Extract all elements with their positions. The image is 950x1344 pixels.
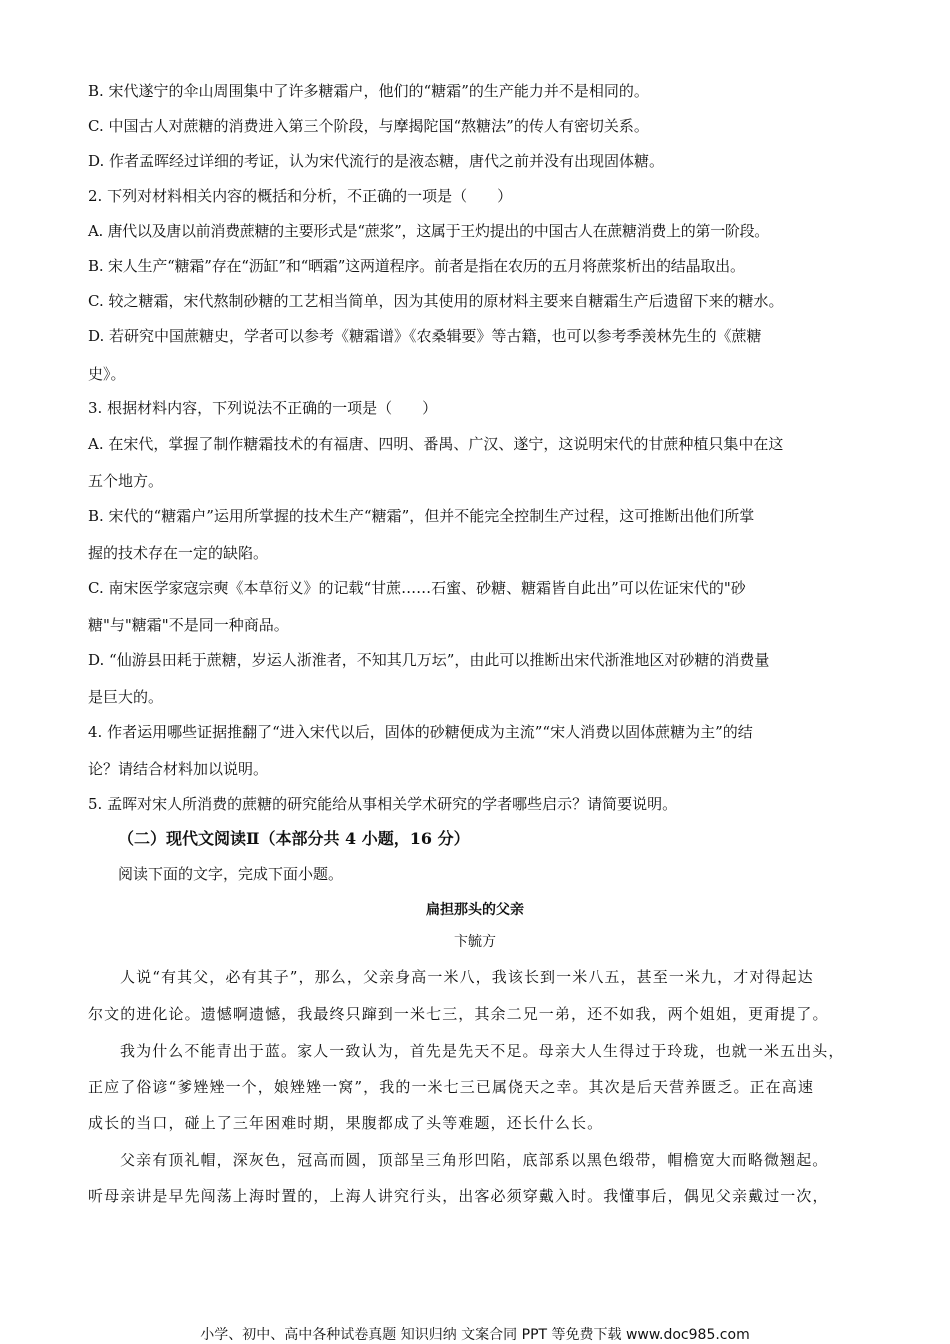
q1-option-d: D. 作者孟晖经过详细的考证，认为宋代流行的是液态糖，唐代之前并没有出现固体糖。 [88, 152, 665, 170]
story-paragraph-line: 成长的当口，碰上了三年困难时期，果腹都成了头等难题，还长什么长。 [88, 1114, 604, 1132]
q3-option-d-cont: 是巨大的。 [88, 688, 164, 706]
story-paragraph-line: 父亲有顶礼帽，深灰色，冠高而圆，顶部呈三角形凹陷，底部系以黑色缎带，帽檐宽大而略微翘起。 [120, 1151, 829, 1169]
q2-option-c: C. 较之糖霜，宋代熬制砂糖的工艺相当简单，因为其使用的原材料主要来自糖霜生产后遗留下来的糖水。 [88, 292, 784, 310]
q2-option-a: A. 唐代以及唐以前消费蔗糖的主要形式是“蔗浆”，这属于王灼提出的中国古人在蔗糖消费上的第一阶段。 [88, 222, 770, 240]
section-heading: （二）现代文阅读Ⅱ（本部分共 4 小题，16 分） [118, 829, 470, 848]
story-title: 扁担那头的父亲 [426, 902, 524, 918]
q3-option-c: C. 南宋医学家寇宗奭《本草衍义》的记载“甘蔗……石蜜、砂糖、糖霜皆自此出”可以佐证宋代的"砂 [88, 579, 746, 597]
q3-option-c-cont: 糖"与"糖霜"不是同一种商品。 [88, 616, 289, 634]
page-footer: 小学、初中、高中各种试卷真题 知识归纳 文案合同 PPT 等免费下载 www.doc985.com [200, 1327, 750, 1343]
section-instruction: 阅读下面的文字，完成下面小题。 [118, 865, 344, 883]
story-author: 卞毓方 [454, 934, 496, 950]
q3-option-a: A. 在宋代，掌握了制作糖霜技术的有福唐、四明、番禺、广汉、遂宁，这说明宋代的甘蔗种植只集中在这 [88, 435, 784, 453]
q2-option-b: B. 宋人生产“糖霜”存在“沥缸”和“晒霜”这两道程序。前者是指在农历的五月将蔗浆析出的结晶取出。 [88, 257, 745, 275]
q3-stem: 3. 根据材料内容，下列说法不正确的一项是（ ） [88, 399, 438, 417]
q4-stem: 4. 作者运用哪些证据推翻了“进入宋代以后，固体的砂糖便成为主流”“宋人消费以固体蔗糖为主”的结 [88, 723, 753, 741]
q2-stem: 2. 下列对材料相关内容的概括和分析，不正确的一项是（ ） [88, 187, 513, 205]
q2-option-d: D. 若研究中国蔗糖史，学者可以参考《糖霜谱》《农桑辑要》等古籍，也可以参考季羡林先生的《蔗糖 [88, 327, 762, 345]
story-paragraph-line: 听母亲讲是早先闯荡上海时置的，上海人讲究行头，出客必须穿戴入时。我懂事后，偶见父亲戴过一次， [88, 1187, 829, 1205]
story-paragraph-line: 尔文的进化论。遗憾啊遗憾，我最终只蹿到一米七三，其余二兄一弟，还不如我，两个姐姐，更甭提了。 [88, 1005, 829, 1023]
q5-stem: 5. 孟晖对宋人所消费的蔗糖的研究能给从事相关学术研究的学者哪些启示？请简要说明。 [88, 795, 678, 813]
q3-option-b-cont: 握的技术存在一定的缺陷。 [88, 544, 269, 562]
q1-option-b: B. 宋代遂宁的伞山周围集中了许多糖霜户，他们的“糖霜”的生产能力并不是相同的。 [88, 82, 649, 100]
q3-option-a-cont: 五个地方。 [88, 472, 164, 490]
q3-option-d: D. “仙游县田耗于蔗糖，岁运人浙淮者，不知其几万坛”，由此可以推断出宋代浙淮地区对砂糖的消费量 [88, 651, 770, 669]
story-paragraph-line: 我为什么不能青出于蓝。家人一致认为，首先是先天不足。母亲大人生得过于玲珑，也就一米五出头， [120, 1042, 845, 1060]
q4-stem-cont: 论？请结合材料加以说明。 [88, 760, 269, 778]
story-paragraph-line: 正应了俗谚“爹矬矬一个，娘矬矬一窝”，我的一米七三已属侥天之幸。其次是后天营养匮乏。正在高速 [88, 1078, 814, 1096]
q2-option-d-cont: 史》。 [88, 365, 126, 383]
q3-option-b: B. 宋代的“糖霜户”运用所掌握的技术生产“糖霜”，但并不能完全控制生产过程，这可推断出他们所掌 [88, 507, 755, 525]
story-paragraph-line: 人说“有其父，必有其子”，那么，父亲身高一米八，我该长到一米八五，甚至一米九，才对得起达 [120, 968, 814, 986]
q1-option-c: C. 中国古人对蔗糖的消费进入第三个阶段，与摩揭陀国“熬糖法”的传人有密切关系。 [88, 117, 649, 135]
